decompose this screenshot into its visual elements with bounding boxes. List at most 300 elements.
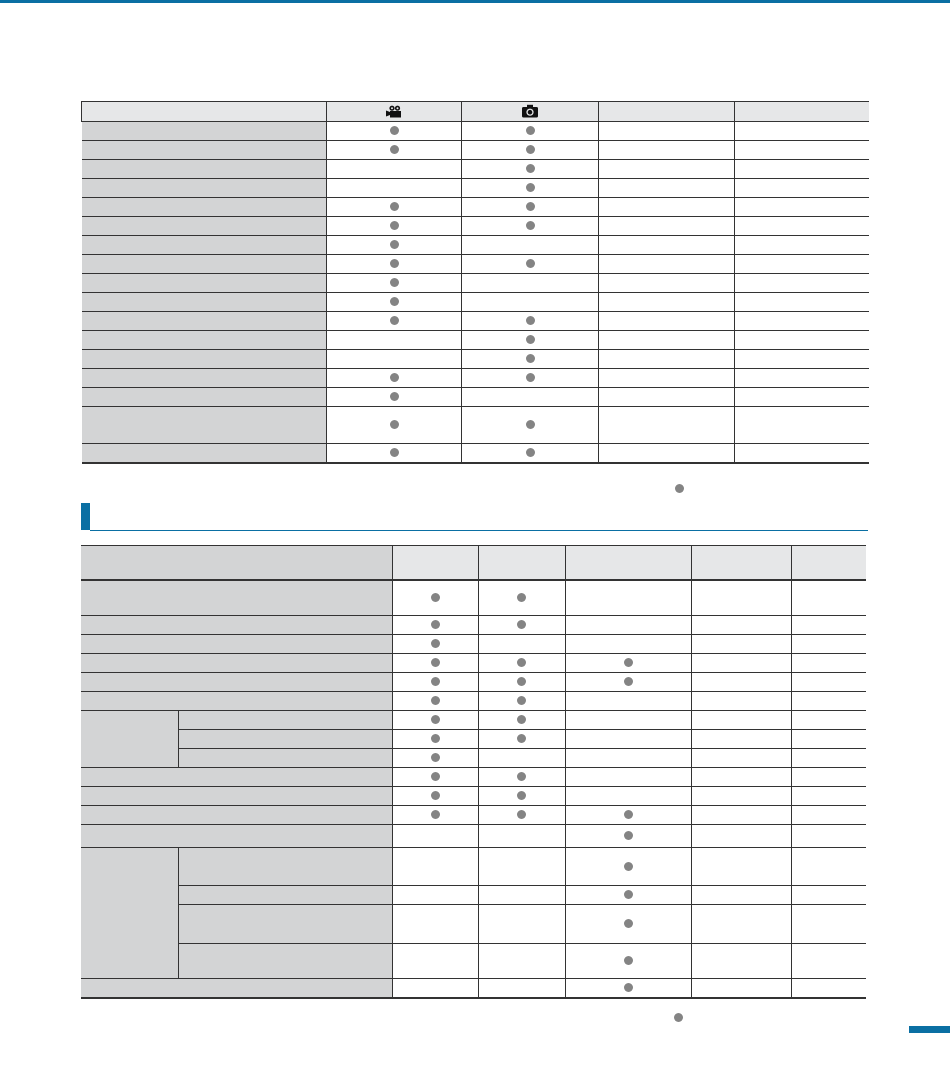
table-row bbox=[81, 787, 866, 806]
mode-cell-2 bbox=[478, 768, 565, 787]
row-label-cell bbox=[82, 407, 327, 444]
filled-circle-icon bbox=[390, 420, 399, 429]
empty-cell bbox=[599, 141, 735, 160]
sub-label-cell bbox=[178, 886, 392, 905]
top-accent-bar bbox=[0, 0, 950, 3]
page-edge-tab bbox=[909, 1026, 950, 1033]
table2-header-row bbox=[81, 546, 866, 580]
table-row bbox=[82, 407, 869, 444]
mode-cell-3 bbox=[565, 654, 691, 673]
filled-circle-icon bbox=[431, 620, 440, 629]
table-row bbox=[81, 768, 866, 787]
row-label-cell bbox=[81, 825, 392, 848]
row-label-cell bbox=[81, 673, 392, 692]
filled-circle-icon bbox=[390, 221, 399, 230]
photo-mode-cell bbox=[462, 198, 599, 217]
mode-cell-1 bbox=[392, 749, 478, 768]
table-row bbox=[81, 749, 866, 768]
video-mode-cell bbox=[327, 141, 462, 160]
video-mode-cell bbox=[327, 331, 462, 350]
table-row bbox=[82, 312, 869, 331]
mode-cell-4 bbox=[691, 635, 791, 654]
mode-cell-4 bbox=[691, 825, 791, 848]
photo-mode-cell bbox=[462, 255, 599, 274]
mode-cell-4 bbox=[691, 768, 791, 787]
legend-filled-circle-icon bbox=[675, 484, 684, 493]
empty-cell bbox=[599, 444, 735, 464]
mode-cell-5 bbox=[791, 768, 866, 787]
empty-cell bbox=[599, 331, 735, 350]
table-row bbox=[81, 673, 866, 692]
filled-circle-icon bbox=[390, 392, 399, 401]
filled-circle-icon bbox=[517, 734, 526, 743]
table-row bbox=[82, 444, 869, 464]
mode-cell-2 bbox=[478, 692, 565, 711]
mode-cell-1 bbox=[392, 768, 478, 787]
row-label-cell bbox=[82, 217, 327, 236]
mode-cell-1 bbox=[392, 806, 478, 825]
table1-header-video bbox=[327, 102, 462, 122]
mode-cell-2 bbox=[478, 616, 565, 635]
row-label-cell bbox=[82, 198, 327, 217]
video-mode-cell bbox=[327, 255, 462, 274]
filled-circle-icon bbox=[431, 772, 440, 781]
empty-cell bbox=[735, 369, 869, 388]
empty-cell bbox=[599, 293, 735, 312]
mode-cell-3 bbox=[565, 886, 691, 905]
mode-cell-4 bbox=[691, 730, 791, 749]
row-label-cell bbox=[81, 692, 392, 711]
photo-mode-cell bbox=[462, 293, 599, 312]
filled-circle-icon bbox=[526, 259, 535, 268]
filled-circle-icon bbox=[390, 259, 399, 268]
video-mode-cell bbox=[327, 160, 462, 179]
photo-mode-cell bbox=[462, 141, 599, 160]
empty-cell bbox=[735, 407, 869, 444]
filled-circle-icon bbox=[526, 335, 535, 344]
table-row bbox=[82, 217, 869, 236]
empty-cell bbox=[735, 350, 869, 369]
filled-circle-icon bbox=[431, 696, 440, 705]
row-label-cell bbox=[82, 255, 327, 274]
video-mode-cell bbox=[327, 444, 462, 464]
photo-mode-cell bbox=[462, 350, 599, 369]
row-label-cell bbox=[81, 806, 392, 825]
table2-header-label-cell bbox=[81, 546, 392, 580]
row-label-cell bbox=[82, 141, 327, 160]
table-row bbox=[81, 848, 866, 886]
filled-circle-icon bbox=[431, 753, 440, 762]
mode-cell-2 bbox=[478, 905, 565, 944]
mode-cell-3 bbox=[565, 905, 691, 944]
mode-cell-4 bbox=[691, 749, 791, 768]
photo-mode-cell bbox=[462, 217, 599, 236]
empty-cell bbox=[735, 274, 869, 293]
filled-circle-icon bbox=[390, 126, 399, 135]
table-row bbox=[82, 274, 869, 293]
table-row bbox=[82, 369, 869, 388]
mode-cell-4 bbox=[691, 616, 791, 635]
mode-cell-3 bbox=[565, 825, 691, 848]
mode-cell-5 bbox=[791, 635, 866, 654]
mode-cell-2 bbox=[478, 580, 565, 616]
video-mode-cell bbox=[327, 369, 462, 388]
row-label-cell bbox=[81, 580, 392, 616]
video-mode-cell bbox=[327, 350, 462, 369]
mode-cell-2 bbox=[478, 635, 565, 654]
mode-cell-2 bbox=[478, 730, 565, 749]
mode-cell-1 bbox=[392, 616, 478, 635]
filled-circle-icon bbox=[526, 420, 535, 429]
row-label-cell bbox=[82, 122, 327, 141]
row-label-cell bbox=[82, 160, 327, 179]
mode-cell-3 bbox=[565, 580, 691, 616]
mode-cell-5 bbox=[791, 692, 866, 711]
table-row bbox=[81, 825, 866, 848]
filled-circle-icon bbox=[526, 164, 535, 173]
mode-cell-4 bbox=[691, 711, 791, 730]
mode-cell-3 bbox=[565, 730, 691, 749]
empty-cell bbox=[599, 179, 735, 198]
row-label-cell bbox=[82, 312, 327, 331]
empty-cell bbox=[735, 388, 869, 407]
mode-cell-5 bbox=[791, 825, 866, 848]
row-label-cell bbox=[82, 369, 327, 388]
mode-cell-5 bbox=[791, 673, 866, 692]
table1-header-col4 bbox=[735, 102, 869, 122]
table1-header-photo bbox=[462, 102, 599, 122]
filled-circle-icon bbox=[526, 202, 535, 211]
table1-header-row bbox=[82, 102, 869, 122]
mode-cell-1 bbox=[392, 848, 478, 886]
video-mode-cell bbox=[327, 179, 462, 198]
table-row bbox=[81, 692, 866, 711]
filled-circle-icon bbox=[624, 890, 633, 899]
mode-cell-4 bbox=[691, 787, 791, 806]
filled-circle-icon bbox=[390, 373, 399, 382]
filled-circle-icon bbox=[431, 677, 440, 686]
filled-circle-icon bbox=[390, 448, 399, 457]
filled-circle-icon bbox=[526, 373, 535, 382]
table-row bbox=[82, 122, 869, 141]
legend-filled-circle-icon-2 bbox=[674, 1013, 683, 1022]
mode-cell-5 bbox=[791, 711, 866, 730]
table2-header-col5 bbox=[791, 546, 866, 580]
photo-mode-cell bbox=[462, 407, 599, 444]
empty-cell bbox=[735, 444, 869, 464]
empty-cell bbox=[735, 179, 869, 198]
mode-cell-2 bbox=[478, 886, 565, 905]
sub-label-cell bbox=[178, 905, 392, 944]
empty-cell bbox=[599, 312, 735, 331]
video-mode-cell bbox=[327, 407, 462, 444]
photo-mode-cell bbox=[462, 236, 599, 255]
section-marker bbox=[81, 503, 90, 530]
video-mode-cell bbox=[327, 122, 462, 141]
filled-circle-icon bbox=[624, 983, 633, 992]
mode-cell-2 bbox=[478, 787, 565, 806]
mode-cell-2 bbox=[478, 749, 565, 768]
filled-circle-icon bbox=[517, 696, 526, 705]
mode-cell-3 bbox=[565, 673, 691, 692]
table-row bbox=[82, 141, 869, 160]
empty-cell bbox=[599, 122, 735, 141]
mode-cell-1 bbox=[392, 730, 478, 749]
filled-circle-icon bbox=[624, 919, 633, 928]
filled-circle-icon bbox=[517, 715, 526, 724]
mode-cell-4 bbox=[691, 673, 791, 692]
video-mode-cell bbox=[327, 198, 462, 217]
filled-circle-icon bbox=[431, 593, 440, 602]
empty-cell bbox=[599, 198, 735, 217]
mode-cell-5 bbox=[791, 979, 866, 999]
table2-header-col2 bbox=[478, 546, 565, 580]
empty-cell bbox=[735, 331, 869, 350]
table-row bbox=[82, 160, 869, 179]
filled-circle-icon bbox=[526, 126, 535, 135]
row-label-cell bbox=[81, 979, 392, 999]
empty-cell bbox=[599, 255, 735, 274]
filled-circle-icon bbox=[624, 658, 633, 667]
filled-circle-icon bbox=[526, 145, 535, 154]
row-label-cell bbox=[82, 331, 327, 350]
filled-circle-icon bbox=[431, 791, 440, 800]
mode-cell-5 bbox=[791, 848, 866, 886]
mode-cell-1 bbox=[392, 825, 478, 848]
filled-circle-icon bbox=[390, 297, 399, 306]
row-label-cell bbox=[81, 654, 392, 673]
filled-circle-icon bbox=[517, 772, 526, 781]
empty-cell bbox=[735, 198, 869, 217]
row-label-cell bbox=[81, 768, 392, 787]
group-label-cell bbox=[81, 848, 178, 979]
table1-header-col3 bbox=[599, 102, 735, 122]
row-label-cell bbox=[82, 388, 327, 407]
mode-cell-3 bbox=[565, 944, 691, 979]
sub-label-cell bbox=[178, 711, 392, 730]
mode-cell-5 bbox=[791, 616, 866, 635]
empty-cell bbox=[599, 160, 735, 179]
table-row bbox=[82, 388, 869, 407]
empty-cell bbox=[599, 236, 735, 255]
table2-header-col1 bbox=[392, 546, 478, 580]
sub-label-cell bbox=[178, 730, 392, 749]
mode-cell-2 bbox=[478, 825, 565, 848]
mode-cell-1 bbox=[392, 692, 478, 711]
filled-circle-icon bbox=[517, 620, 526, 629]
mode-cell-4 bbox=[691, 944, 791, 979]
table-row bbox=[81, 730, 866, 749]
empty-cell bbox=[735, 217, 869, 236]
mode-cell-2 bbox=[478, 654, 565, 673]
table-row bbox=[81, 635, 866, 654]
video-mode-cell bbox=[327, 293, 462, 312]
video-mode-cell bbox=[327, 236, 462, 255]
empty-cell bbox=[735, 255, 869, 274]
row-label-cell bbox=[82, 236, 327, 255]
row-label-cell bbox=[81, 616, 392, 635]
video-mode-cell bbox=[327, 388, 462, 407]
empty-cell bbox=[599, 274, 735, 293]
table-row bbox=[82, 179, 869, 198]
mode-cell-1 bbox=[392, 787, 478, 806]
table-row bbox=[82, 236, 869, 255]
mode-cell-5 bbox=[791, 905, 866, 944]
mode-cell-3 bbox=[565, 787, 691, 806]
mode-cell-1 bbox=[392, 944, 478, 979]
section-divider bbox=[90, 530, 868, 531]
row-label-cell bbox=[81, 787, 392, 806]
sub-label-cell bbox=[178, 749, 392, 768]
row-label-cell bbox=[82, 293, 327, 312]
filled-circle-icon bbox=[624, 677, 633, 686]
photo-mode-cell bbox=[462, 312, 599, 331]
table-row bbox=[81, 944, 866, 979]
sub-label-cell bbox=[178, 848, 392, 886]
mode-cell-5 bbox=[791, 730, 866, 749]
mode-cell-3 bbox=[565, 692, 691, 711]
row-label-cell bbox=[82, 350, 327, 369]
video-mode-cell bbox=[327, 217, 462, 236]
table1-header-label-cell bbox=[82, 102, 327, 122]
filled-circle-icon bbox=[390, 202, 399, 211]
photo-mode-cell bbox=[462, 179, 599, 198]
filled-circle-icon bbox=[526, 448, 535, 457]
mode-cell-5 bbox=[791, 806, 866, 825]
empty-cell bbox=[599, 407, 735, 444]
photo-mode-cell bbox=[462, 369, 599, 388]
empty-cell bbox=[599, 388, 735, 407]
mode-cell-4 bbox=[691, 806, 791, 825]
table-row bbox=[82, 331, 869, 350]
mode-cell-2 bbox=[478, 806, 565, 825]
sub-label-cell bbox=[178, 944, 392, 979]
mode-cell-4 bbox=[691, 979, 791, 999]
filled-circle-icon bbox=[526, 221, 535, 230]
filled-circle-icon bbox=[526, 183, 535, 192]
empty-cell bbox=[735, 122, 869, 141]
filled-circle-icon bbox=[624, 956, 633, 965]
mode-cell-2 bbox=[478, 944, 565, 979]
mode-cell-1 bbox=[392, 711, 478, 730]
mode-cell-3 bbox=[565, 711, 691, 730]
empty-cell bbox=[599, 350, 735, 369]
compatibility-table-1 bbox=[81, 101, 869, 464]
filled-circle-icon bbox=[431, 810, 440, 819]
mode-cell-3 bbox=[565, 616, 691, 635]
filled-circle-icon bbox=[624, 831, 633, 840]
filled-circle-icon bbox=[526, 354, 535, 363]
empty-cell bbox=[599, 217, 735, 236]
filled-circle-icon bbox=[624, 862, 633, 871]
photo-mode-cell bbox=[462, 331, 599, 350]
table-row bbox=[81, 711, 866, 730]
filled-circle-icon bbox=[390, 145, 399, 154]
filled-circle-icon bbox=[517, 791, 526, 800]
mode-cell-2 bbox=[478, 979, 565, 999]
table-row bbox=[81, 616, 866, 635]
filled-circle-icon bbox=[431, 639, 440, 648]
table2-header-col3 bbox=[565, 546, 691, 580]
row-label-cell bbox=[82, 444, 327, 464]
empty-cell bbox=[735, 141, 869, 160]
mode-cell-2 bbox=[478, 711, 565, 730]
table-row bbox=[81, 886, 866, 905]
filled-circle-icon bbox=[390, 316, 399, 325]
mode-cell-4 bbox=[691, 580, 791, 616]
mode-cell-1 bbox=[392, 979, 478, 999]
mode-cell-5 bbox=[791, 654, 866, 673]
mode-cell-4 bbox=[691, 848, 791, 886]
table-row bbox=[82, 293, 869, 312]
photo-mode-cell bbox=[462, 160, 599, 179]
empty-cell bbox=[599, 369, 735, 388]
mode-cell-5 bbox=[791, 787, 866, 806]
table-row bbox=[82, 198, 869, 217]
mode-cell-4 bbox=[691, 692, 791, 711]
table2-header-col4 bbox=[691, 546, 791, 580]
table-row bbox=[81, 905, 866, 944]
mode-cell-4 bbox=[691, 886, 791, 905]
mode-cell-5 bbox=[791, 944, 866, 979]
photo-mode-cell bbox=[462, 122, 599, 141]
mode-cell-5 bbox=[791, 749, 866, 768]
filled-circle-icon bbox=[517, 677, 526, 686]
mode-cell-1 bbox=[392, 654, 478, 673]
filled-circle-icon bbox=[431, 734, 440, 743]
mode-cell-3 bbox=[565, 768, 691, 787]
mode-cell-3 bbox=[565, 979, 691, 999]
table-row bbox=[81, 979, 866, 999]
mode-cell-4 bbox=[691, 905, 791, 944]
mode-cell-3 bbox=[565, 749, 691, 768]
mode-cell-1 bbox=[392, 905, 478, 944]
empty-cell bbox=[735, 160, 869, 179]
filled-circle-icon bbox=[624, 810, 633, 819]
table-row bbox=[82, 255, 869, 274]
filled-circle-icon bbox=[431, 715, 440, 724]
filled-circle-icon bbox=[526, 316, 535, 325]
row-label-cell bbox=[82, 274, 327, 293]
group-label-cell bbox=[81, 711, 178, 768]
table-row bbox=[82, 350, 869, 369]
mode-cell-4 bbox=[691, 654, 791, 673]
mode-cell-2 bbox=[478, 848, 565, 886]
empty-cell bbox=[735, 236, 869, 255]
mode-cell-3 bbox=[565, 806, 691, 825]
filled-circle-icon bbox=[431, 658, 440, 667]
filled-circle-icon bbox=[517, 593, 526, 602]
photo-camera-icon bbox=[521, 104, 539, 118]
photo-mode-cell bbox=[462, 444, 599, 464]
mode-cell-1 bbox=[392, 673, 478, 692]
mode-cell-1 bbox=[392, 886, 478, 905]
filled-circle-icon bbox=[390, 278, 399, 287]
mode-cell-5 bbox=[791, 580, 866, 616]
mode-cell-2 bbox=[478, 673, 565, 692]
table-row bbox=[81, 806, 866, 825]
empty-cell bbox=[735, 293, 869, 312]
filled-circle-icon bbox=[390, 240, 399, 249]
empty-cell bbox=[735, 312, 869, 331]
photo-mode-cell bbox=[462, 274, 599, 293]
video-mode-cell bbox=[327, 274, 462, 293]
row-label-cell bbox=[82, 179, 327, 198]
table-row bbox=[81, 580, 866, 616]
mode-cell-1 bbox=[392, 635, 478, 654]
mode-cell-1 bbox=[392, 580, 478, 616]
movie-camera-icon bbox=[385, 105, 403, 118]
